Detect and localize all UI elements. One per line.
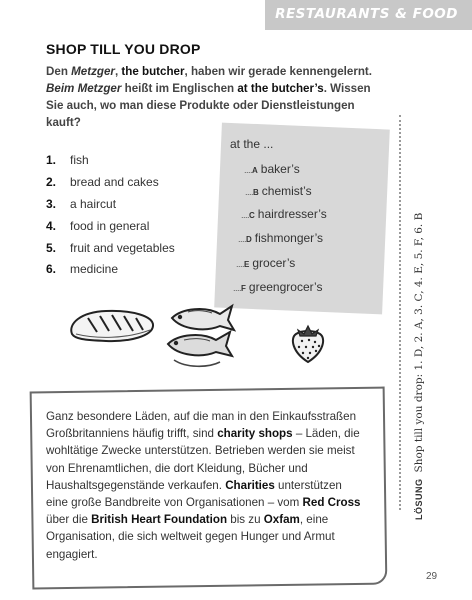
list-item: 5. fruit and vegetables (46, 241, 175, 255)
shop-option: ....F greengrocer’s (233, 280, 323, 294)
list-item: 4. food in general (46, 219, 150, 233)
shop-option: ....C hairdresser’s (241, 207, 327, 221)
page-number: 29 (426, 571, 438, 582)
list-item: 6. medicine (46, 262, 119, 276)
fish-icon (160, 300, 236, 372)
list-item: 2. bread and cakes (46, 175, 159, 189)
list-item: 3. a haircut (46, 197, 117, 211)
category-title: RESTAURANTS & FOOD (275, 6, 458, 22)
solution-answer: Shop till you drop: 1. D, 2. A, 3. C, 4. E, 5. F, 6. B (413, 212, 425, 473)
shops-heading: at the ... (230, 137, 274, 151)
intro-paragraph: Den Metzger, the butcher, haben wir gerade kennengelernt. Beim Metzger heißt im Englischen at the butcher’s. Wissen Sie auch, wo man diese Produkte oder Dienstleistungen kauft? (46, 65, 373, 129)
solution-label: LÖSUNG (414, 478, 424, 520)
shop-option: ....D fishmonger’s (238, 231, 324, 245)
shop-option: ....E grocer’s (236, 256, 296, 270)
shop-option: ....A baker’s (244, 162, 300, 176)
solution-text (413, 213, 425, 520)
strawberry-icon (288, 322, 328, 364)
header-bar (265, 0, 472, 30)
list-item: 1. fish (46, 153, 89, 167)
shop-option: ....B chemist’s (245, 184, 312, 198)
section-title: SHOP TILL YOU DROP (46, 41, 201, 57)
info-paragraph: Ganz besondere Läden, auf die man in den Einkaufsstraßen Großbritanniens häufig trifft, sind charity shops – Läden, die wohltätige Zwecke unterstützen. Betrieben werden sie meist von Ehrenamtlichen, die dort Kleidung, Bücher und Haushaltsgegenstände verkaufen. Charities unterstützen eine große Bandbreite von Organisationen – vom Red Cross über die British Heart Foundation bis zu Oxfam, eine Organisation, die sich weltweit gegen Hunger und Armut engagiert. (46, 410, 361, 561)
bread-icon (66, 306, 158, 346)
dotted-divider (399, 115, 401, 510)
